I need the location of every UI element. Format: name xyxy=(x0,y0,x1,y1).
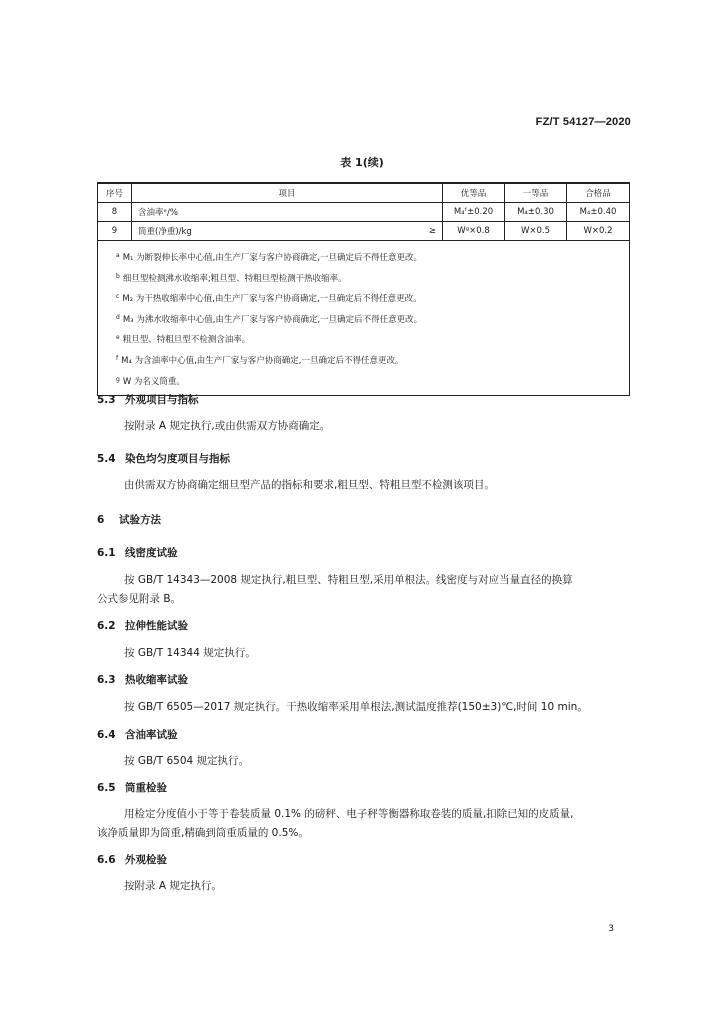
section-heading: 5.3 外观项目与指标 xyxy=(97,394,199,406)
paragraph: 按 GB/T 6504 规定执行。 xyxy=(124,755,250,767)
table-row xyxy=(98,222,630,241)
section-heading: 6.5 筒重检验 xyxy=(97,782,167,794)
item-label: 含油率ᵉ/% xyxy=(138,208,178,218)
premium-value: M₄ᶠ±0.20 xyxy=(443,203,505,222)
section-heading: 6.2 拉伸性能试验 xyxy=(97,620,188,632)
row-item xyxy=(132,222,443,241)
row-number: 9 xyxy=(98,222,132,241)
standard-code: FZ/T 54127—2020 xyxy=(535,116,631,128)
footnote: $^d$ M₃ 为沸水收缩率中心值,由生产厂家与客户协商确定,一旦确定后不得任意更改。 xyxy=(116,313,423,325)
footnote: $^f$ M₄ 为含油率中心值,由生产厂家与客户协商确定,一旦确定后不得任意更改。 xyxy=(116,354,404,366)
section-heading: 6 试验方法 xyxy=(97,514,161,526)
table-caption: 表 1(续) xyxy=(340,156,384,169)
table-header-row xyxy=(98,183,630,203)
footnote: $^e$ 粗旦型、特粗旦型不检测含油率。 xyxy=(116,334,251,346)
paragraph: 按 GB/T 6505—2017 规定执行。干热收缩率采用单根法,测试温度推荐(150±3)℃,时间 10 min。 xyxy=(124,701,588,713)
table-row xyxy=(98,203,630,222)
paragraph: 该净质量即为筒重,精确到筒重质量的 0.5%。 xyxy=(97,827,309,839)
section-heading: 6.3 热收缩率试验 xyxy=(97,674,188,686)
column-header: 一等品 xyxy=(505,183,567,203)
paragraph: 按附录 A 规定执行,或由供需双方协商确定。 xyxy=(124,420,331,432)
footnotes-row xyxy=(98,241,630,396)
column-header: 序号 xyxy=(98,183,132,203)
paragraph: 由供需双方协商确定细旦型产品的指标和要求,粗旦型、特粗旦型不检测该项目。 xyxy=(124,479,495,491)
footnote: $^g$ W 为名义筒重。 xyxy=(116,375,185,387)
item-symbol: ≥ xyxy=(428,226,436,236)
section-heading: 6.6 外观检验 xyxy=(97,854,167,866)
paragraph: 按 GB/T 14344 规定执行。 xyxy=(124,647,256,659)
section-heading: 6.1 线密度试验 xyxy=(97,547,178,559)
qualified-value: M₄±0.40 xyxy=(567,203,630,222)
first-grade-value: W×0.5 xyxy=(505,222,567,241)
paragraph: 按附录 A 规定执行。 xyxy=(124,880,222,892)
premium-value: Wᵍ×0.8 xyxy=(443,222,505,241)
column-header: 合格品 xyxy=(567,183,630,203)
paragraph: 按 GB/T 14343—2008 规定执行,粗旦型、特粗旦型,采用单根法。线密度与对应当量直径的换算 xyxy=(124,574,573,586)
footnote: $^a$ M₁ 为断裂伸长率中心值,由生产厂家与客户协商确定,一旦确定后不得任意更改。 xyxy=(116,252,423,263)
row-number: 8 xyxy=(98,203,132,222)
paragraph: 用检定分度值小于等于卷装质量 0.1% 的磅秤、电子秤等衡器称取卷装的质量,扣除已知的皮质量, xyxy=(124,808,574,820)
qualified-value: W×0.2 xyxy=(567,222,630,241)
footnote: $^b$ 细旦型检测沸水收缩率;粗旦型、特粗旦型检测干热收缩率。 xyxy=(116,272,347,284)
section-heading: 5.4 染色均匀度项目与指标 xyxy=(97,453,230,465)
first-grade-value: M₄±0.30 xyxy=(505,203,567,222)
item-label: 筒重(净重)/kg xyxy=(138,227,192,237)
spec-table xyxy=(97,182,630,396)
paragraph: 公式参见附录 B。 xyxy=(97,593,182,605)
row-item xyxy=(132,203,443,222)
page-number: 3 xyxy=(608,924,614,934)
column-header: 优等品 xyxy=(443,183,505,203)
footnotes-cell xyxy=(98,241,630,396)
section-heading: 6.4 含油率试验 xyxy=(97,729,178,741)
column-header: 项目 xyxy=(132,183,443,203)
footnote: $^c$ M₂ 为干热收缩率中心值,由生产厂家与客户协商确定,一旦确定后不得任意更改。 xyxy=(116,293,422,305)
